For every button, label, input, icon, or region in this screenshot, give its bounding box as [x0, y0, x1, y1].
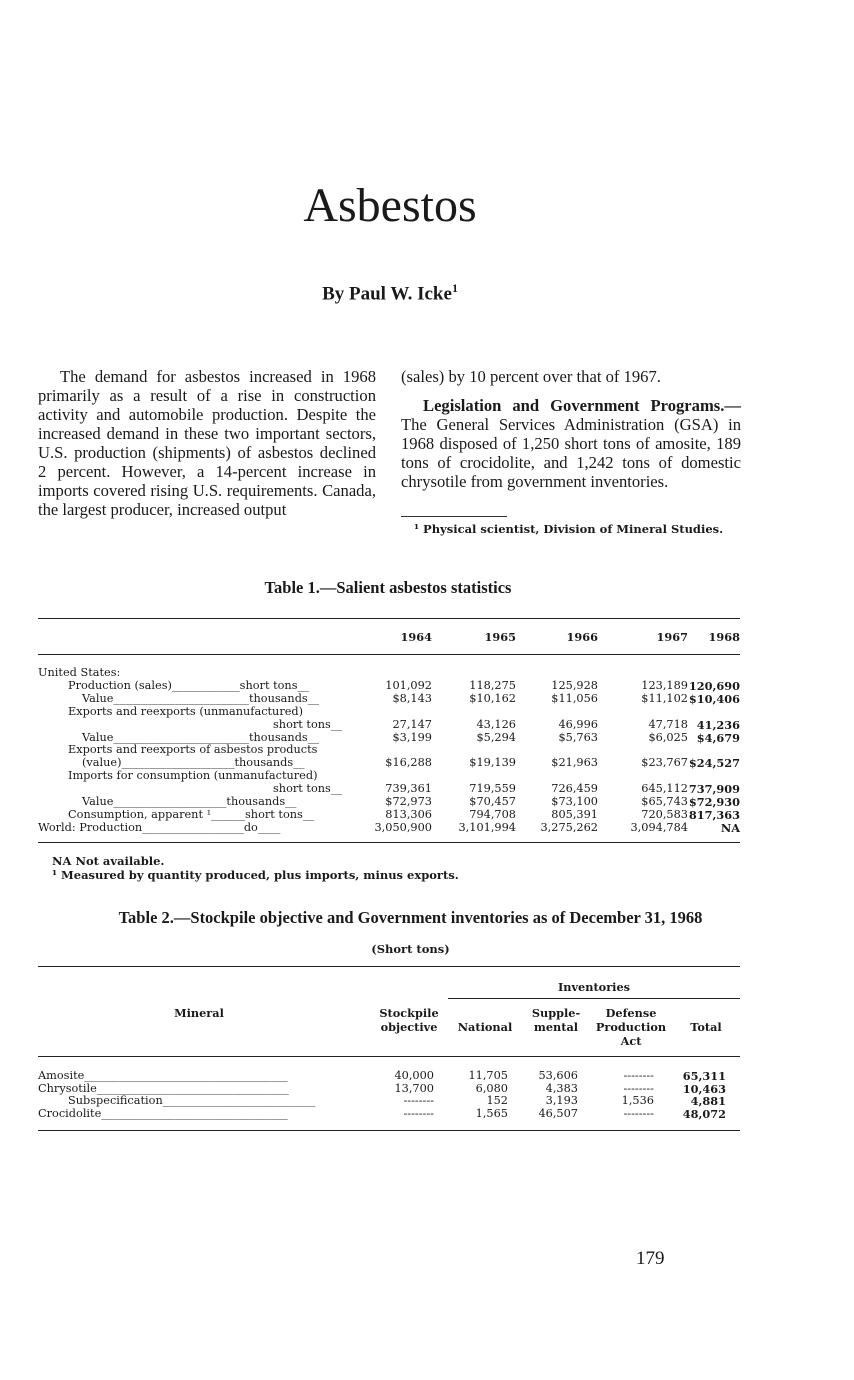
cell-value: --------	[403, 1106, 434, 1120]
cell-value: 4,383	[545, 1081, 578, 1095]
cell-value: 40,000	[394, 1069, 434, 1082]
row-label: Exports and reexports of asbestos products	[68, 743, 318, 757]
cell-value: 794,708	[469, 807, 516, 821]
row-label: Value________________________thousands__	[82, 691, 320, 705]
table-row	[38, 769, 740, 782]
table-row	[38, 1069, 740, 1082]
table-row	[38, 756, 740, 769]
table1-top-rule	[38, 618, 740, 619]
cell-value: 720,583	[641, 807, 688, 821]
cell-value: 1,536	[621, 1094, 654, 1108]
table-row	[38, 1094, 740, 1107]
cell-value: 3,275,262	[540, 820, 598, 834]
cell-value: 737,909	[688, 782, 740, 797]
footnote-rule	[401, 516, 507, 517]
cell-value: $19,139	[469, 756, 516, 770]
table2-group-inventories: Inventories	[557, 980, 630, 994]
cell-value: 739,361	[385, 782, 432, 796]
cell-value: 11,705	[468, 1069, 508, 1082]
table1-year-header: 1967	[656, 630, 688, 644]
cell-value: $23,767	[641, 756, 688, 770]
row-label: Crocidolite_________________________________	[38, 1106, 288, 1120]
cell-value: 719,559	[469, 782, 516, 796]
cell-value: NA	[720, 820, 740, 835]
row-label: Imports for consumption (unmanufactured)	[68, 769, 318, 783]
cell-value: 120,690	[688, 678, 740, 693]
table2-header-rule	[38, 1056, 740, 1057]
cell-value: 10,463	[682, 1081, 726, 1096]
header-line: Stockpile	[379, 1006, 439, 1020]
cell-value: $65,743	[641, 795, 688, 808]
cell-value: 53,606	[538, 1069, 578, 1082]
header-line: Supple-	[531, 1006, 581, 1020]
row-label: short tons__	[273, 717, 343, 731]
table2-col-supplemental	[522, 1006, 590, 1034]
cell-value: 726,459	[551, 782, 598, 796]
table2-col-mineral: Mineral	[174, 1006, 224, 1020]
table1-notes	[52, 854, 459, 882]
table-row	[38, 718, 740, 731]
cell-value: --------	[403, 1094, 434, 1108]
cell-value: --------	[623, 1069, 654, 1082]
table-row	[38, 1082, 740, 1095]
row-label: World: Production__________________do____	[38, 820, 281, 834]
header-line: Act	[620, 1034, 642, 1048]
cell-value: $11,102	[641, 691, 688, 705]
table1-header-rule	[38, 654, 740, 655]
cell-value: 813,306	[385, 807, 432, 821]
table-row	[38, 782, 740, 795]
row-label: Subspecification___________________________	[68, 1094, 316, 1108]
table-row	[38, 1107, 740, 1120]
table1-title: Table 1.—Salient asbestos statistics	[264, 578, 512, 597]
header-line: Production	[595, 1020, 667, 1034]
cell-value: $5,763	[558, 730, 598, 744]
cell-value: 47,718	[648, 717, 688, 731]
row-label: Exports and reexports (unmanufactured)	[68, 704, 304, 718]
row-label: Amosite____________________________________	[38, 1069, 288, 1082]
row-label: Consumption, apparent ¹______short tons__	[68, 807, 315, 821]
row-label: United States:	[38, 666, 121, 679]
table-row	[38, 808, 740, 821]
cell-value: 152	[486, 1094, 508, 1108]
cell-value: $72,930	[688, 795, 740, 809]
cell-value: 27,147	[392, 717, 432, 731]
footnote-mark: 1	[451, 281, 458, 295]
row-label: (value)____________________thousands__	[82, 756, 305, 770]
cell-value: $21,963	[551, 756, 598, 770]
cell-value: 805,391	[551, 807, 598, 821]
cell-value: $10,406	[688, 691, 740, 706]
table2-col-national: National	[457, 1020, 513, 1034]
intro-paragraph: The demand for asbestos increased in 1968 primarily as a result of a rise in construction activity and automobile production. Despite the increased demand in these two important sectors, U.S. production (shipments) of asbestos declined 2 percent. However, a 14-percent increase in imports covered rising U.S. requirements. Canada, the largest producer, increased output	[38, 367, 376, 519]
cell-value: --------	[623, 1106, 654, 1120]
table1-bottom-rule	[38, 842, 740, 843]
author-name: By Paul W. Icke	[322, 283, 452, 305]
table2-col-total: Total	[690, 1020, 722, 1034]
table1-note: NA Not available.	[52, 854, 165, 868]
table2-subtitle: (Short tons)	[371, 942, 450, 956]
continued-paragraph: (sales) by 10 percent over that of 1967.	[401, 367, 661, 386]
cell-value: $4,679	[696, 730, 740, 745]
table-row	[38, 743, 740, 756]
table-row	[38, 666, 740, 679]
page-title: Asbestos	[303, 179, 477, 232]
row-label: Chrysotile__________________________________	[38, 1081, 289, 1095]
cell-value: 65,311	[682, 1069, 726, 1083]
table1-year-header: 1968	[708, 630, 740, 644]
table1-note: ¹ Measured by quantity produced, plus imports, minus exports.	[52, 868, 459, 882]
table2-group-rule	[448, 998, 740, 999]
table1-year-header: 1966	[566, 630, 598, 644]
cell-value: 6,080	[475, 1081, 508, 1095]
cell-value: $73,100	[551, 795, 598, 808]
cell-value: 125,928	[551, 678, 598, 692]
footnote: ¹ Physical scientist, Division of Mineral Studies.	[414, 522, 724, 536]
left-column	[38, 367, 376, 519]
table2-top-rule	[38, 966, 740, 967]
table1-year-header: 1965	[484, 630, 516, 644]
legislation-text: The General Services Administration (GSA) in 1968 disposed of 1,250 short tons of amosite, 189 tons of crocidolite, and 1,242 tons of domestic chrysotile from government inventories.	[401, 415, 741, 491]
table-row	[38, 731, 740, 744]
cell-value: 3,101,994	[458, 820, 516, 834]
table2-col-stockpile	[370, 1006, 448, 1034]
cell-value: 101,092	[385, 678, 432, 692]
row-label: Value____________________thousands__	[82, 795, 297, 808]
table-row	[38, 821, 740, 834]
author-byline	[0, 281, 780, 305]
header-line: Defense	[605, 1006, 657, 1020]
cell-value: 817,363	[688, 807, 740, 822]
header-line: objective	[380, 1020, 438, 1034]
row-label: Production (sales)____________short tons__	[68, 678, 309, 692]
section-heading: Legislation and Government Programs.—	[423, 396, 741, 415]
cell-value: $72,973	[385, 795, 432, 808]
table1-year-header: 1964	[400, 630, 432, 644]
table-row	[38, 705, 740, 718]
cell-value: 46,996	[558, 717, 598, 731]
cell-value: $3,199	[392, 730, 432, 744]
table-row	[38, 795, 740, 808]
table2-title: Table 2.—Stockpile objective and Government inventories as of December 31, 1968	[118, 908, 703, 927]
page-number: 179	[636, 1248, 665, 1269]
cell-value: $6,025	[648, 730, 688, 744]
cell-value: --------	[623, 1081, 654, 1095]
cell-value: 3,193	[545, 1094, 578, 1108]
table2-bottom-rule	[38, 1130, 740, 1131]
table1	[38, 618, 740, 848]
cell-value: $8,143	[392, 691, 432, 705]
cell-value: $10,162	[469, 691, 516, 705]
legislation-paragraph	[401, 396, 741, 491]
cell-value: $16,288	[385, 756, 432, 770]
cell-value: 118,275	[469, 678, 516, 692]
cell-value: 48,072	[682, 1106, 726, 1121]
cell-value: $11,056	[551, 691, 598, 705]
cell-value: 645,112	[641, 782, 688, 796]
table2-col-defense	[590, 1006, 672, 1048]
cell-value: 43,126	[476, 717, 516, 731]
row-label: Value________________________thousands__	[82, 730, 320, 744]
cell-value: $70,457	[469, 795, 516, 808]
right-column	[401, 367, 741, 491]
cell-value: 4,881	[690, 1094, 726, 1109]
cell-value: 123,189	[641, 678, 688, 692]
table-row	[38, 692, 740, 705]
row-label: short tons__	[273, 782, 343, 796]
header-line: mental	[533, 1020, 579, 1034]
cell-value: 1,565	[475, 1106, 508, 1120]
cell-value: 13,700	[394, 1081, 434, 1095]
cell-value: 3,094,784	[630, 820, 688, 834]
cell-value: 46,507	[538, 1106, 578, 1120]
table2	[38, 966, 740, 1136]
table-row	[38, 679, 740, 692]
cell-value: $24,527	[688, 756, 740, 771]
cell-value: 41,236	[696, 717, 740, 732]
cell-value: $5,294	[476, 730, 516, 744]
cell-value: 3,050,900	[374, 820, 432, 834]
